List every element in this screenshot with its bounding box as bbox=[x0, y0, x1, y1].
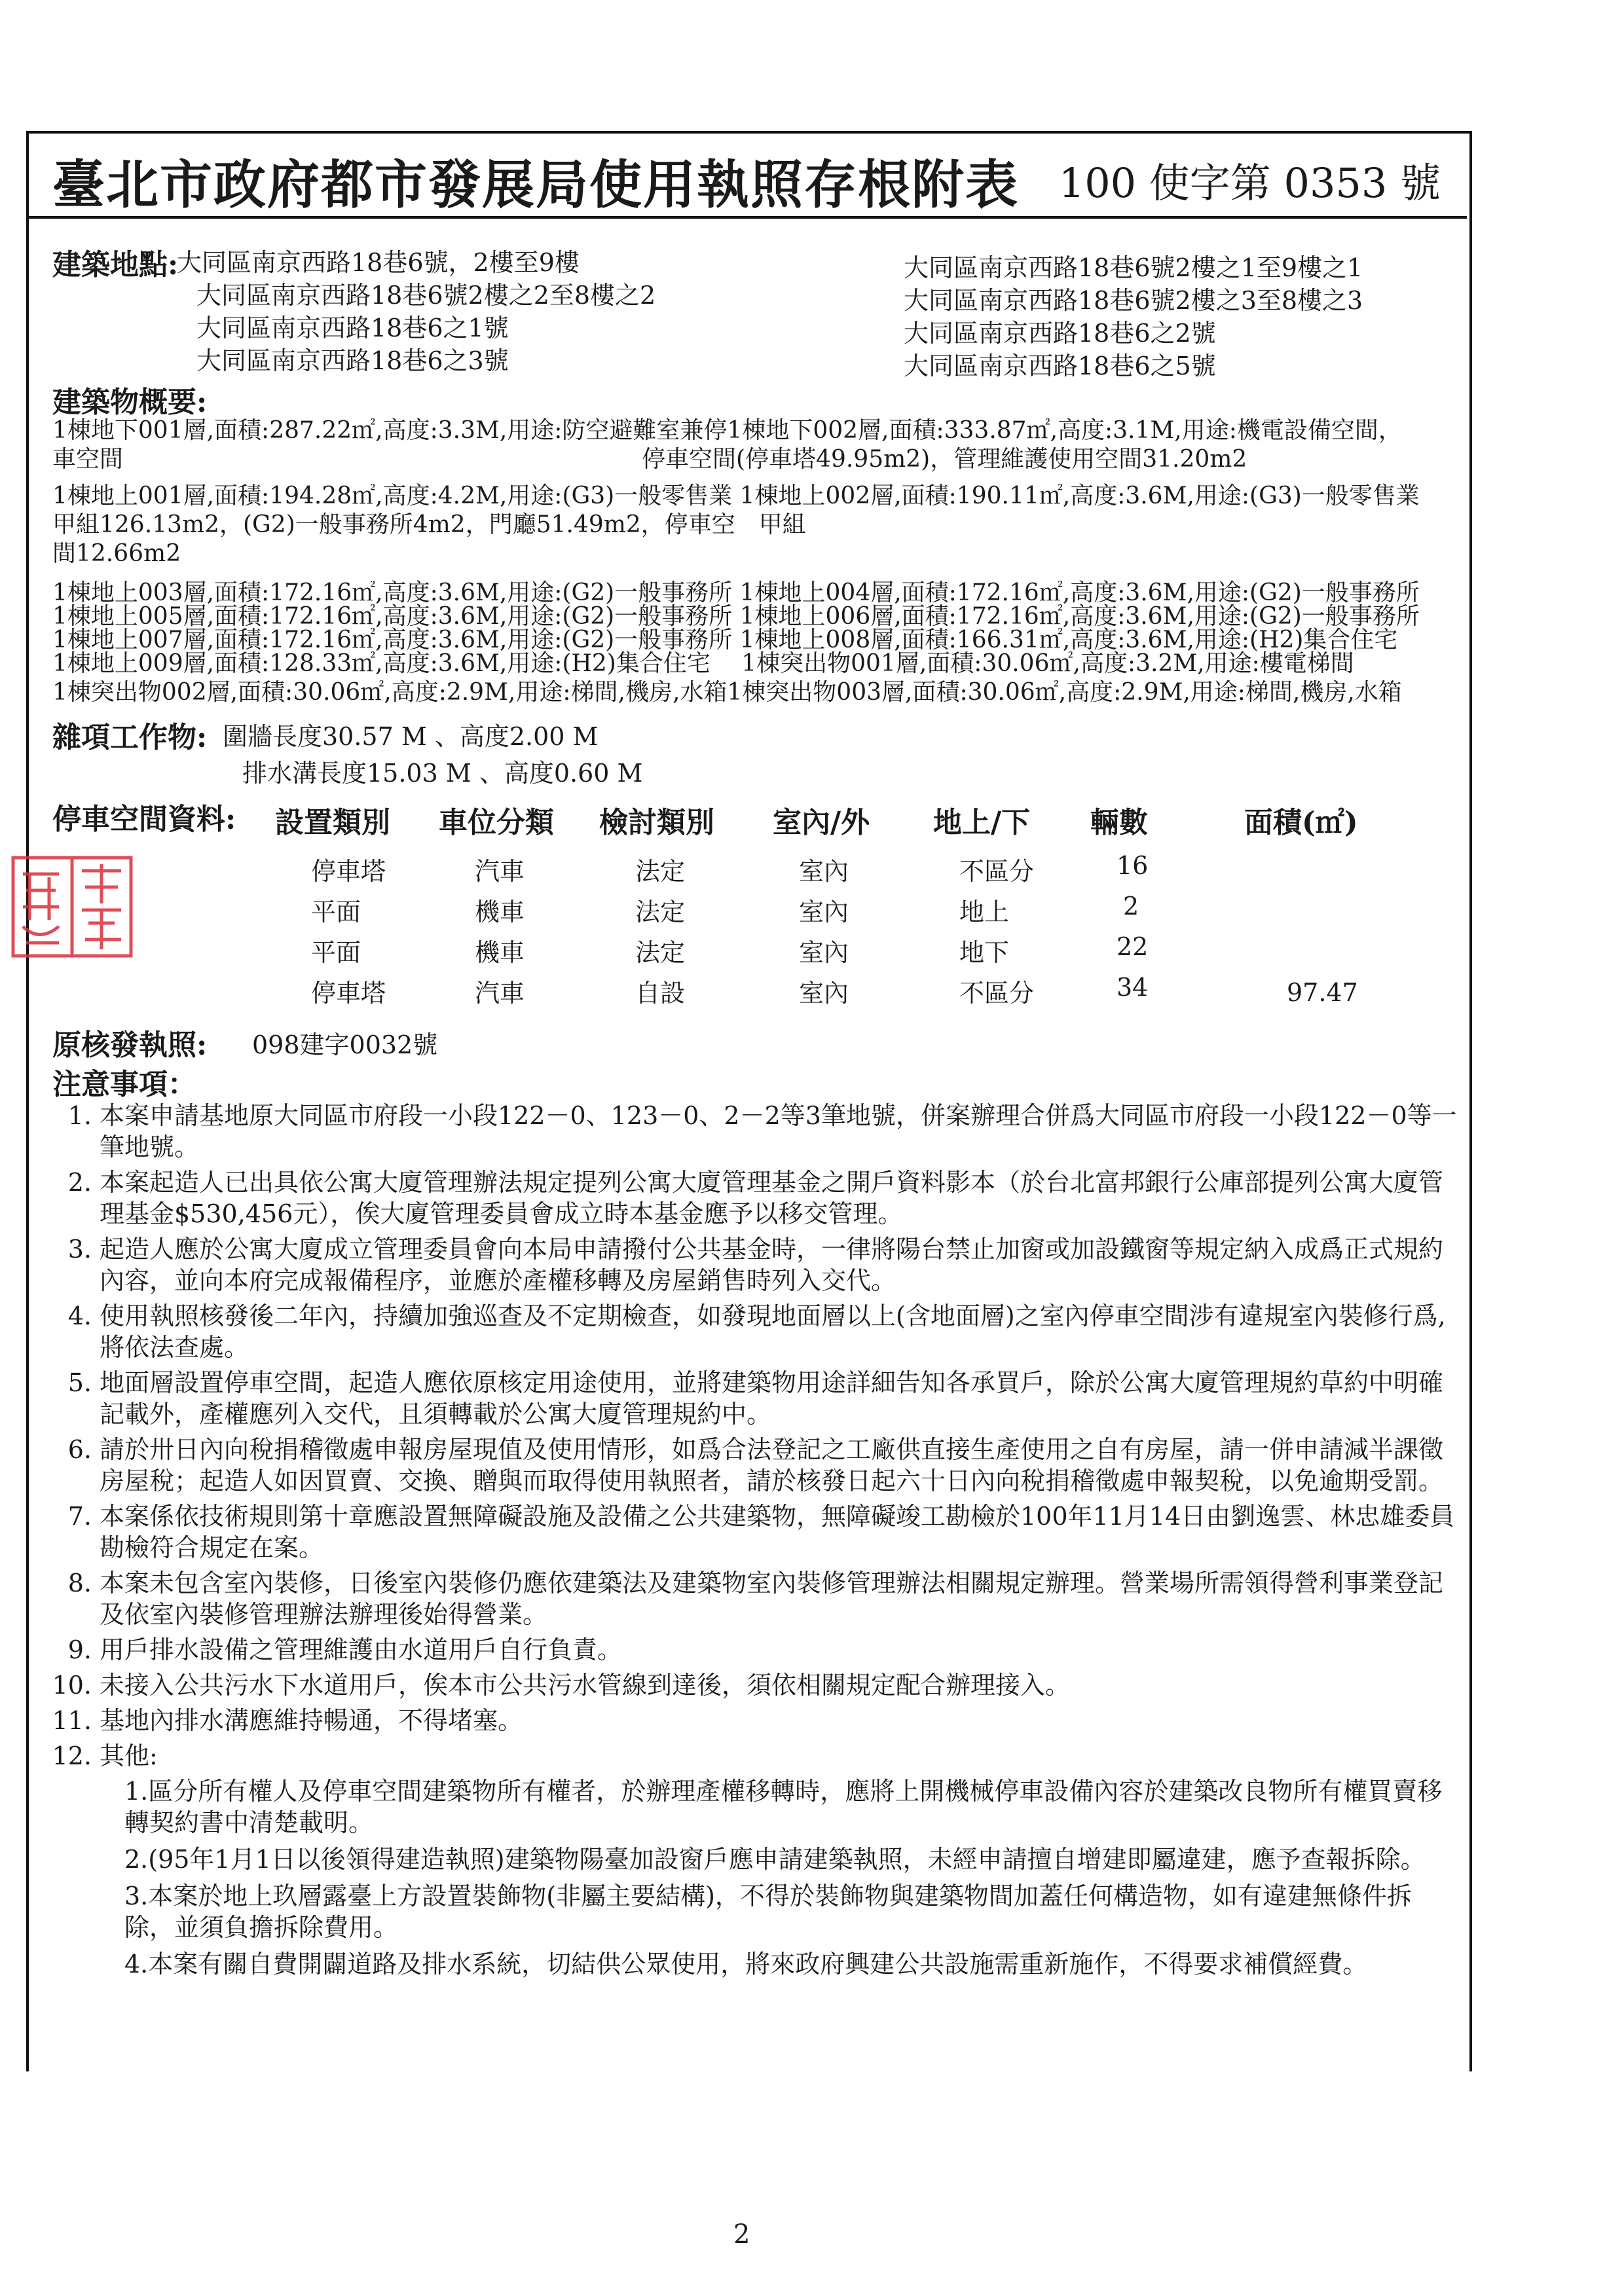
overview-line: 1棟地上001層,面積:194.28㎡,高度:4.2M,用途:(G3)一般零售業 1棟地上002層,面積:190.11㎡,高度:3.6M,用途:(G3)一般零售業 bbox=[52, 483, 1420, 509]
note-text: 起造人應於公寓大廈成立管理委員會向本局申請撥付公共基金時，一律將陽台禁止加窗或加設鐵窗等規定納入成爲正式規約內容，並向本府完成報備程序，並應於產權移轉及房屋銷售時列入交代。 bbox=[100, 1235, 1444, 1295]
misc-works-line: 圍牆長度30.57 M 、高度2.00 M bbox=[223, 722, 599, 751]
parking-cell: 停車塔 bbox=[311, 857, 386, 886]
note-text: 本案係依技術規則第十章應設置無障礙設施及設備之公共建築物，無障礙竣工勘檢於100年11月14日由劉逸雲、林忠雄委員勘檢符合規定在案。 bbox=[100, 1502, 1455, 1562]
note-item bbox=[46, 1167, 1460, 1230]
overview-line: 1棟地上009層,面積:128.33㎡,高度:3.6M,用途:(H2)集合住宅 1棟突出物001層,面積:30.06㎡,高度:3.2M,用途:樓電梯間 bbox=[52, 650, 1354, 677]
sub-note-item: 2.(95年1月1日以後領得建造執照)建築物陽臺加設窗戶應申請建築執照，未經申請擅自增建即屬違建，應予查報拆除。 bbox=[124, 1845, 1426, 1874]
overview-line: 車空間 停車空間(停車塔49.95m2)，管理維護使用空間31.20m2 bbox=[52, 446, 1247, 473]
note-text: 未接入公共污水下水道用戶，俟本市公共污水管線到達後，須依相關規定配合辦理接入。 bbox=[100, 1671, 1071, 1700]
sub-note-item: 1.區分所有權人及停車空間建築物所有權者，於辦理產權移轉時，應將上開機械停車設備內容於建築改良物所有權買賣移轉契約書中清楚載明。 bbox=[124, 1777, 1443, 1837]
site-address-right-4: 大同區南京西路18巷6之5號 bbox=[904, 352, 1216, 380]
parking-cell: 平面 bbox=[311, 938, 361, 967]
note-text: 本案申請基地原大同區市府段一小段122－0、123－0、2－2等3筆地號，併案辦理合併爲大同區市府段一小段122－0等一筆地號。 bbox=[100, 1101, 1457, 1161]
note-item bbox=[46, 1434, 1460, 1497]
note-number: 11. bbox=[52, 1706, 92, 1735]
note-text: 其他: bbox=[100, 1741, 158, 1770]
note-number: 7. bbox=[67, 1502, 92, 1531]
overview-label: 建築物概要: bbox=[52, 386, 208, 419]
overview-line: 1棟地上007層,面積:172.16㎡,高度:3.6M,用途:(G2)一般事務所 1棟地上008層,面積:166.31㎡,高度:3.6M,用途:(H2)集合住宅 bbox=[52, 627, 1398, 653]
parking-cell: 2 bbox=[1123, 892, 1139, 920]
note-item bbox=[46, 1634, 1460, 1666]
document-title: 臺北市政府都市發展局使用執照存根附表 bbox=[52, 154, 1019, 215]
parking-cell: 地下 bbox=[959, 938, 1010, 967]
note-number: 9. bbox=[67, 1635, 92, 1664]
note-item bbox=[46, 1300, 1460, 1363]
note-text: 使用執照核發後二年內，持續加強巡查及不定期檢查，如發現地面層以上(含地面層)之室內停車空間涉有違規室內裝修行爲,將依法查處。 bbox=[100, 1302, 1446, 1362]
misc-works-label: 雜項工作物: bbox=[52, 721, 208, 754]
parking-cell: 自設 bbox=[635, 979, 686, 1008]
note-number: 1. bbox=[67, 1101, 92, 1130]
site-address-right-2: 大同區南京西路18巷6號2樓之3至8樓之3 bbox=[904, 286, 1363, 315]
note-number: 10. bbox=[52, 1671, 92, 1700]
site-address-left-1: 大同區南京西路18巷6號，2樓至9樓 bbox=[177, 248, 580, 277]
sub-note-item: 3.本案於地上玖層露臺上方設置裝飾物(非屬主要結構)，不得於裝飾物與建築物間加蓋任何構造物，如有違建無條件拆除，並須負擔拆除費用。 bbox=[124, 1882, 1412, 1942]
parking-cell: 法定 bbox=[635, 857, 686, 886]
parking-cell: 22 bbox=[1116, 932, 1149, 961]
original-permit-label: 原核發執照: bbox=[52, 1029, 208, 1062]
overview-line: 甲組126.13m2，(G2)一般事務所4m2，門廳51.49m2，停車空 甲組 bbox=[52, 511, 806, 538]
notes-label: 注意事項： bbox=[52, 1068, 196, 1101]
note-text: 本案起造人已出具依公寓大廈管理辦法規定提列公寓大廈管理基金之開戶資料影本（於台北富邦銀行公庫部提列公寓大廈管理基金$530,456元），俟大廈管理委員會成立時本基金應予以移交管理。 bbox=[100, 1168, 1444, 1228]
parking-cell: 室內 bbox=[799, 857, 849, 886]
overview-line: 1棟地下001層,面積:287.22㎡,高度:3.3M,用途:防空避難室兼停1棟地下002層,面積:333.87㎡,高度:3.1M,用途:機電設備空間， bbox=[52, 417, 1402, 444]
original-permit-value: 098建字0032號 bbox=[252, 1030, 438, 1059]
parking-cell: 法定 bbox=[635, 938, 686, 967]
note-item bbox=[46, 1669, 1460, 1701]
page-number: 2 bbox=[733, 2219, 750, 2250]
site-label: 建築地點: bbox=[52, 248, 179, 282]
sub-note-item: 4.本案有關自費開闢道路及排水系統，切結供公眾使用，將來政府興建公共設施需重新施作，不得要求補償經費。 bbox=[124, 1950, 1368, 1978]
parking-cell: 停車塔 bbox=[311, 979, 386, 1008]
parking-header-area: 面積(㎡) bbox=[1244, 806, 1358, 839]
parking-cell: 室內 bbox=[799, 979, 849, 1008]
note-item bbox=[46, 1233, 1460, 1296]
seal-stamp-icon bbox=[7, 851, 138, 962]
parking-cell: 汽車 bbox=[475, 857, 525, 886]
note-number: 2. bbox=[67, 1168, 92, 1197]
parking-cell: 地上 bbox=[959, 898, 1010, 926]
site-address-right-3: 大同區南京西路18巷6之2號 bbox=[904, 319, 1216, 348]
parking-header-indoor: 室內/外 bbox=[773, 806, 870, 839]
parking-cell: 16 bbox=[1116, 851, 1149, 880]
parking-cell: 不區分 bbox=[959, 857, 1035, 886]
parking-cell: 機車 bbox=[475, 898, 525, 926]
parking-cell: 室內 bbox=[799, 938, 849, 967]
site-address-left-2: 大同區南京西路18巷6號2樓之2至8樓之2 bbox=[196, 281, 656, 310]
overview-line: 1棟突出物002層,面積:30.06㎡,高度:2.9M,用途:梯間,機房,水箱1棟突出物003層,面積:30.06㎡,高度:2.9M,用途:梯間,機房,水箱 bbox=[52, 679, 1402, 706]
note-text: 本案未包含室內裝修，日後室內裝修仍應依建築法及建築物室內裝修管理辦法相關規定辦理。營業場所需領得營利事業登記及依室內裝修管理辦法辦理後始得營業。 bbox=[100, 1569, 1444, 1629]
note-item bbox=[46, 1501, 1460, 1563]
note-item bbox=[46, 1567, 1460, 1630]
note-text: 地面層設置停車空間，起造人應依原核定用途使用，並將建築物用途詳細告知各承買戶，除於公寓大廈管理規約草約中明確記載外，產權應列入交代，且須轉載於公寓大廈管理規約中。 bbox=[100, 1368, 1444, 1429]
note-number: 3. bbox=[67, 1235, 92, 1264]
parking-cell: 不區分 bbox=[959, 979, 1035, 1008]
parking-cell: 法定 bbox=[635, 898, 686, 926]
overview-line: 間12.66m2 bbox=[52, 540, 181, 567]
parking-cell: 機車 bbox=[475, 938, 525, 967]
site-address-right-1: 大同區南京西路18巷6號2樓之1至9樓之1 bbox=[904, 253, 1363, 282]
overview-line: 1棟地上003層,面積:172.16㎡,高度:3.6M,用途:(G2)一般事務所 1棟地上004層,面積:172.16㎡,高度:3.6M,用途:(G2)一般事務所 bbox=[52, 579, 1420, 606]
document-header bbox=[26, 131, 1467, 219]
note-item bbox=[46, 1705, 1460, 1736]
note-text: 請於卅日內向稅捐稽徵處申報房屋現值及使用情形，如爲合法登記之工廠供直接生產使用之自有房屋，請一併申請減半課徵房屋稅；起造人如因買賣、交換、贈與而取得使用執照者，請於核發日起六十日內向稅捐稽徵處申報契稅，以免逾期受罰。 bbox=[100, 1435, 1444, 1495]
parking-cell: 平面 bbox=[311, 898, 361, 926]
notes-list bbox=[46, 1100, 1460, 1985]
overview-line: 1棟地上005層,面積:172.16㎡,高度:3.6M,用途:(G2)一般事務所 1棟地上006層,面積:172.16㎡,高度:3.6M,用途:(G2)一般事務所 bbox=[52, 603, 1420, 630]
note-item bbox=[46, 1740, 1460, 1772]
note-number: 4. bbox=[67, 1302, 92, 1330]
parking-cell: 97.47 bbox=[1287, 978, 1358, 1007]
note-number: 5. bbox=[67, 1368, 92, 1397]
parking-cell: 汽車 bbox=[475, 979, 525, 1008]
parking-cell: 34 bbox=[1116, 973, 1149, 1002]
note-text: 基地內排水溝應維持暢通，不得堵塞。 bbox=[100, 1706, 523, 1735]
parking-header-level: 地上/下 bbox=[933, 806, 1031, 839]
note-number: 6. bbox=[67, 1435, 92, 1464]
parking-label: 停車空間資料: bbox=[52, 803, 236, 836]
parking-header-review: 檢討類別 bbox=[599, 806, 714, 839]
permit-number: 100 使字第 0353 號 bbox=[1058, 159, 1441, 207]
note-number: 12. bbox=[52, 1741, 92, 1770]
note-item bbox=[46, 1100, 1460, 1163]
note-number: 8. bbox=[67, 1569, 92, 1597]
parking-header-type: 設置類別 bbox=[275, 806, 390, 839]
site-address-left-4: 大同區南京西路18巷6之3號 bbox=[196, 346, 509, 375]
parking-cell: 室內 bbox=[799, 898, 849, 926]
note-text: 用戶排水設備之管理維護由水道用戶自行負責。 bbox=[100, 1635, 623, 1664]
parking-header-count: 輛數 bbox=[1090, 806, 1148, 839]
parking-header-category: 車位分類 bbox=[439, 806, 554, 839]
site-address-left-3: 大同區南京西路18巷6之1號 bbox=[196, 314, 509, 342]
misc-works-line: 排水溝長度15.03 M 、高度0.60 M bbox=[242, 759, 643, 788]
note-item bbox=[46, 1367, 1460, 1430]
